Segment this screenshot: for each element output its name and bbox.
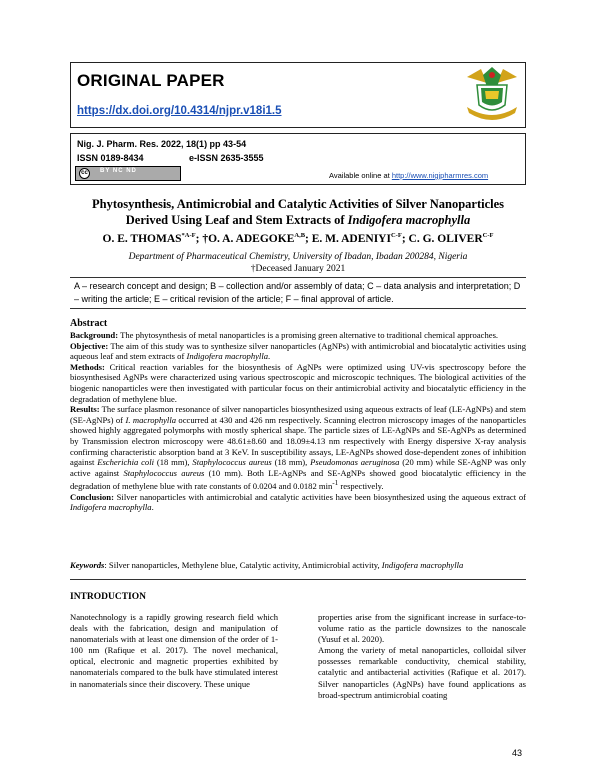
author-1: O. E. THOMAS	[102, 232, 182, 245]
intro-left-column	[70, 612, 278, 690]
results-text-3: (18 mm),	[154, 457, 193, 468]
intro-left-paragraph-1: Nanotechnology is a rapidly growing research field which deals with the fabrication, design and manipulation of nanomaterials with at least one dimension of the order of 1-100 nm (Rafique et al. 2017). The novel mechanical, optical, electronic and magnetic properties exhibited by nanomaterials compared to the bulk have stimulated interest in nanomaterials since their discovery. These unique	[70, 612, 278, 689]
objective-text: The aim of this study was to synthesize silver nanoparticles (AgNPs) with antimicrobial and biocatalytic activities using aqueous leaf and stem extracts of	[70, 340, 526, 362]
issn: ISSN 0189-8434	[77, 153, 144, 163]
paper-type-label: ORIGINAL PAPER	[77, 71, 225, 90]
cc-icon: cc	[79, 168, 90, 179]
author-roles-box: A – research concept and design; B – collection and/or assembly of data; C – data analysis and interpretation; D – writing the article; E – critical revision of the article; F – final approval of article.	[70, 277, 526, 309]
objective-species: Indigofera macrophylla	[186, 351, 269, 362]
results-text-6: (10 mm). Both LE-AgNPs and SE-AgNPs showed good biocatalytic efficiency in the degradation of methylene blue with rate constants of 0.0204 and 0.0182 min	[70, 467, 526, 492]
conclusion-end: .	[151, 502, 154, 513]
keywords-text: : Silver nanoparticles, Methylene blue, Catalytic activity, Antimicrobial activity,	[104, 560, 382, 570]
deceased-note: †Deceased January 2021	[250, 264, 346, 274]
results-text-2: occurred at 430 and 426 nm respectively. Scanning electron microscopy images of the nanoparticles showed highly aggregated polymorphs with mostly spherical shape. The particle sizes of LE-AgNPs and SE-AgNPs as determined by Transmission electron microscopy were 48.61±8.60 and 18.09±4.13 nm respectively with Energy dispersive X-ray analysis confirming characteristic absorption band at 3 KeV. In susceptibility assays, LE-AgNPs showed dose-dependent zones of inhibition against	[70, 414, 527, 468]
results-sup: -1	[332, 479, 339, 488]
results-saureus: Staphylococcus aureus	[192, 457, 272, 468]
title-line-1: Phytosynthesis, Antimicrobial and Catalytic Activities of Silver Nanoparticles	[91, 197, 505, 211]
abstract-results	[70, 404, 526, 492]
cc-license-label: BY NC ND	[100, 168, 137, 174]
conclusion-label: Conclusion:	[70, 491, 114, 502]
results-text-4: (18 mm),	[271, 457, 311, 468]
eissn: e-ISSN 2635-3555	[189, 153, 264, 163]
keywords	[70, 560, 526, 570]
results-label: Results:	[70, 404, 100, 415]
citation-line: Nig. J. Pharm. Res. 2022, 18(1) pp 43-54	[77, 139, 247, 149]
abstract-background	[70, 330, 526, 341]
methods-label: Methods:	[70, 361, 105, 372]
author-2: ; †O. A. ADEGOKE	[195, 232, 295, 245]
results-text-5: (20 mm) while SE-AgNP was only active against	[70, 457, 527, 478]
intro-right-paragraph-1: properties arise from the significant increase in surface-to-volume ratio as the particle downsizes to the nanoscale (Yusuf et al. 2020).	[318, 612, 526, 645]
author-4-sup: C-F	[482, 232, 494, 239]
section-divider	[70, 579, 526, 580]
page-number: 43	[512, 748, 523, 758]
doi-link[interactable]: https://dx.doi.org/10.4314/njpr.v18i1.5	[77, 105, 282, 117]
conclusion-species: Indigofera macrophylla	[70, 502, 152, 513]
author-list	[70, 232, 526, 245]
abstract-conclusion	[70, 492, 526, 513]
methods-text: Critical reaction variables for the biosynthesis of AgNPs were optimized using UV-vis spectroscopy before the biosynthesised AgNPs were characterized using various spectroscopic and microscopic techniques. The biological activities of the biogenic nanoparticles were then investigated with particular focus on their antimicrobial activity and biocatalytic efficiency in the degradation of methylene blue.	[70, 361, 526, 404]
abstract-objective	[70, 341, 526, 362]
results-species: I. macrophylla	[125, 414, 177, 425]
results-saureus-2: Staphylococcus aureus	[123, 467, 205, 478]
objective-label: Objective:	[70, 340, 109, 351]
conclusion-text: Silver nanoparticles with antimicrobial and catalytic activities have been biosynthesized using the aqueous extract of	[113, 491, 526, 502]
intro-right-paragraph-2: Among the variety of metal nanoparticles, colloidal silver possesses remarkable conductivity, chemical stability, catalytic and antibacterial activities (Rafique et al. 2017). Silver nanoparticles (AgNPs) have found applications as broad-spectrum antimicrobial coating	[318, 645, 526, 700]
intro-right-column	[318, 612, 526, 701]
cc-license-badge[interactable]	[75, 166, 181, 181]
author-3-sup: C-F	[390, 232, 402, 239]
affiliation: Department of Pharmaceutical Chemistry, University of Ibadan, Ibadan 200284, Nigeria	[128, 252, 468, 262]
introduction-heading: INTRODUCTION	[70, 592, 147, 602]
journal-website-link[interactable]: http://www.nigjpharmres.com	[391, 171, 489, 180]
author-3: ; E. M. ADENIYI	[305, 232, 391, 245]
objective-end: .	[268, 351, 271, 362]
abstract-heading: Abstract	[70, 318, 108, 329]
results-text-1: The surface plasmon resonance of silver nanoparticles biosynthesized using aqueous extracts of leaf (LE-AgNPs) and stem (SE-AgNPs) of	[70, 404, 526, 425]
background-label: Background:	[70, 330, 119, 340]
results-text-7: respectively.	[338, 481, 384, 492]
header-box	[70, 62, 526, 128]
title-line-2: Derived Using Leaf and Stem Extracts of	[125, 213, 348, 227]
abstract-methods	[70, 362, 526, 404]
available-prefix: Available online at	[329, 171, 392, 180]
keywords-species: Indigofera macrophylla	[381, 560, 464, 570]
available-online	[329, 171, 488, 180]
author-2-sup: A,B	[294, 232, 306, 239]
results-ecoli: Escherichia coli	[97, 457, 154, 468]
author-1-sup: *A-F	[181, 232, 196, 239]
journal-logo-icon	[461, 65, 523, 125]
author-4: ; C. G. OLIVER	[401, 232, 483, 245]
results-paeruginosa: Pseudomonas aeruginosa	[310, 457, 400, 468]
background-text: The phytosynthesis of metal nanoparticles is a promising green alternative to traditional chemical approaches.	[118, 330, 499, 340]
keywords-label: Keywords	[70, 560, 105, 570]
paper-title	[70, 196, 526, 228]
abstract-body	[70, 330, 526, 513]
journal-meta-box	[70, 133, 526, 185]
title-species: Indigofera macrophylla	[347, 213, 471, 227]
